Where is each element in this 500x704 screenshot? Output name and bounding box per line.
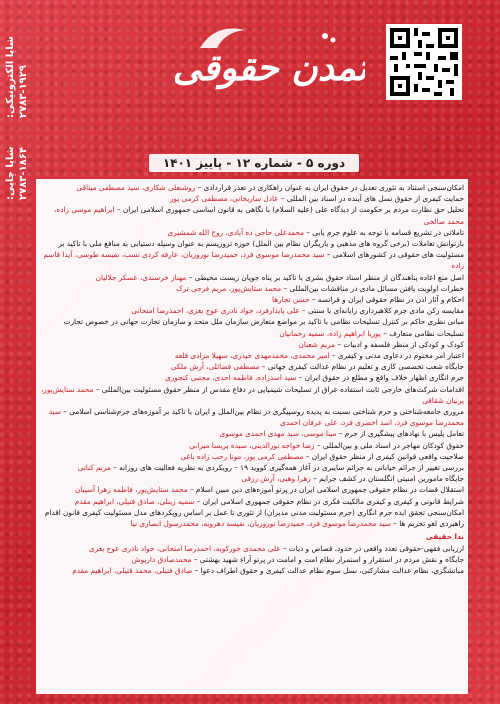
article-authors: مصطفی فضائلی، آرش ملکی (170, 362, 260, 372)
article-title[interactable]: تحلیل حق نظارت مردم بر حکومت از دیدگاه علی (علیه السلام) با نگاهی به قانون اساسی جمهوری اسلامی ایران – (114, 205, 464, 215)
article-authors: محمدصادق داریوش (131, 554, 192, 564)
article-title[interactable]: اصل منع اعاده پناهندگان از منظر اسناد حقوق بشری با تاکید بر پناه جویان زیست محیطی – (186, 272, 464, 282)
article-title[interactable]: شرایط قانونی و کیفری و کیفری مالکیت فکری در نظام حقوقی جمهوری اسلامی ایران – (194, 496, 464, 506)
article-authors: علی پایدارفرد، جواد نادری عوج بغزی، احمدرضا امتحانی (131, 306, 300, 316)
article-entry[interactable] (40, 272, 464, 283)
article-list-2 (40, 543, 464, 577)
qr-code (386, 24, 462, 100)
article-authors: روشنعلی شکاری، سید مصطفی میثاقی (76, 183, 196, 192)
article-authors: حسن تجارها (272, 295, 310, 305)
article-authors: سید محمدرضا موسوی فرد، حمیدرضا نوروزیان، عارفه کردی نسب، نفیسه طوسی، آیدا قاسم زاده (43, 250, 464, 271)
issn-online: شاپا الکترونیکی: ۱۹۲۹-۲۷۸۳ (5, 36, 29, 119)
article-entry[interactable] (40, 507, 464, 529)
article-entry[interactable] (40, 204, 464, 226)
article-authors: رضا خواجه نورالدینی، سیده پریسا میرابی (189, 440, 315, 450)
article-title[interactable]: کودک و کودکی از منظر فلسفه و ادبیات – (335, 339, 464, 349)
article-title[interactable]: حمایت کیفری از حقوق نسل های آینده در اسناد بین المللی – (278, 194, 464, 204)
article-authors: ابراهیم موسی زاده، محمد صالحی (54, 205, 464, 226)
article-entry[interactable] (40, 361, 464, 372)
article-title[interactable]: تعامل پلیس با نهادهای پیشگیری از جرم – (336, 429, 464, 439)
article-entry[interactable] (40, 440, 464, 451)
article-title[interactable]: امکان‌سنجی استناد به تئوری تعدیل در حقوق ایران به عنوان راهکاری در تعذر قراردادی – (195, 183, 464, 192)
article-authors: پوریا ابراهیم زاده، سمیه رحمانیان (279, 328, 381, 338)
article-entry[interactable] (40, 305, 464, 316)
article-authors: سید محمدرضا موسوی فرد، اسد اخضری فرد، علی عرفان احمدی (48, 407, 464, 428)
article-title[interactable]: حقوق کودکان مهاجر در اسناد ملی و بین‌المللی – (314, 440, 464, 450)
article-entry[interactable] (40, 554, 464, 565)
article-authors: مصطفی کرمی پور، مونا رحب زاده باغی (180, 451, 304, 461)
article-entry[interactable] (40, 372, 464, 383)
issn-sidebar (0, 20, 34, 200)
article-entry[interactable] (40, 350, 464, 361)
article-title[interactable]: تاملاتی در تشریع قسامه با توجه به علوم جرم یابی – (304, 227, 464, 237)
article-title[interactable]: جایگاه مامورین امنیتی انگلستان در کشف جرایم – (310, 474, 464, 484)
journal-logo-text: تمدن حقوقی (175, 48, 365, 89)
article-title[interactable]: ارزیابی فقهی-حقوقی تعدد واقعی در حدود، قصاص و دیات – (280, 543, 464, 553)
article-entry[interactable] (40, 227, 464, 238)
article-authors: محمد ستایش‌پور، مریم فرجی ترک (176, 283, 282, 293)
article-authors: مینا موسی، سید مهدی احمدی موسوی (219, 429, 337, 439)
article-title[interactable]: صلاحیت واقعی قوانین کیفری از منظر حقوق ایران – (303, 451, 464, 461)
article-authors: زهرا وهبی، آرش رزقی (241, 474, 311, 484)
article-title[interactable]: جرم انگاری اظهار خلاف واقع و مطلع در حقوق ایران – (296, 373, 464, 383)
article-entry[interactable] (40, 238, 464, 272)
article-entry[interactable] (40, 565, 464, 576)
article-authors: علی محمدی جورکویه، احمدرضا امتحانی، جواد نادری عوج بغزی (89, 543, 281, 553)
article-entry[interactable] (40, 473, 464, 484)
article-list (40, 182, 464, 529)
article-entry[interactable] (40, 428, 464, 439)
article-title[interactable]: مروری جامعه‌شناختی و جرم شناختی نسبت به پدیده روسپیگری در نظام بین‌الملل و ایران با تاکید بر آموزه‌های جرم‌شناسی اسلامی – (60, 407, 464, 417)
article-title[interactable]: امکان‌سنجی تحقق ایده جرم انگاری (جرم مسئولیت مدنی مدیران) از تئوری تا عمل بر اساس رویکردهای مدل مسئولیت کیفری قانون اقدام راهبردی لغو تحریم ها – (44, 507, 464, 529)
article-authors: محمد ستایش‌پور، پرنیان شقاقی (40, 384, 464, 405)
table-of-contents (36, 179, 468, 694)
article-authors: سمیه زینلی، صادق فتیلی، ابراهیم مقدم (74, 496, 195, 506)
article-authors: سید محمدرضا موسوی فرد، حمیدرضا نوروزیان، نفیسه دهرویه، محمدرسول انصاری نیا (130, 519, 391, 529)
article-title[interactable]: مقایسه رکن مادی جرم کلاهبرداری رایانه‌ای با سنتی – (299, 306, 464, 316)
article-entry[interactable] (40, 182, 464, 193)
article-authors: عادل ساریخانی، مصطفی کرمی پور (170, 194, 279, 204)
article-title[interactable]: مبانی نظری حاکم بر کنترل تسلیحات نظامی با تاکید بر مواضع متعارض سازمان ملل متحد و سازمان تجارت جهانی در خصوص تجارت تسلیحات نظامی متعارف – (63, 317, 464, 338)
article-entry[interactable] (40, 543, 464, 554)
article-title[interactable]: جایگاه و نقش مردم در استقرار و استمرار نظام امت و امامت در پرتو آراء شهید بهشتی – (191, 554, 464, 564)
article-title[interactable]: اقدامات شرکت‌های خارجی ثابت استفاده عراق از تسلیحات شیمیایی در دفاع مقدس از منظر حقوق مسئولیت بین‌المللی – (93, 384, 464, 394)
section-heading: ندا حقیقی (425, 532, 464, 542)
article-entry[interactable] (40, 384, 464, 406)
issn-print: شاپا چاپی: ۱۸۶۴-۲۷۸۳ (5, 146, 29, 200)
article-authors: مریم کنانی (77, 463, 111, 473)
article-title[interactable]: اعتبار امر مختوم در دعاوی مدنی و کیفری – (329, 351, 464, 361)
article-entry[interactable] (40, 406, 464, 428)
article-entry[interactable] (40, 283, 464, 294)
article-authors: صادق فتیلی، محمد فتیلی، ابراهیم مقدم (72, 565, 193, 575)
article-authors: سید اسدزاده، فاطمه احدی، مجتبی کنجوری (165, 373, 297, 383)
article-title[interactable]: بازتوانش تعاملات (برخی گروه های مذهبی و بازیگران نظام بین الملل) حوزه تروریسم به عنوان وسیله دستیابی به منافع ملی با تاکید بر مسئولیت های حقوقی در کشورهای اسلامی – (58, 239, 464, 260)
article-entry[interactable] (40, 451, 464, 462)
article-title[interactable]: مبانشگری، نظام عدالت مشارکتی، نسل سوم نظام عدالت کیفری و حقوق اطراف دعوا – (192, 565, 464, 575)
article-title[interactable]: استقلال قضات در نظام حقوقی جمهوری اسلامی ایران در پرتو آموزه‌های دین مبین اسلام – (187, 485, 464, 495)
article-authors: امیر محمدی، محمدمهدی حیدری، سهیلا مرادی قلعه (174, 351, 330, 361)
article-entry[interactable] (40, 316, 464, 338)
article-entry[interactable] (40, 339, 464, 350)
issue-label: دوره ۵ - شماره ۱۲ - پاییز ۱۴۰۱ (149, 154, 359, 172)
article-title[interactable]: خطرات اولویت یافتن مسائل مادی در مناقشات بین‌المللی – (281, 283, 464, 293)
article-entry[interactable] (40, 484, 464, 495)
article-entry[interactable] (40, 294, 464, 305)
journal-logo (175, 18, 365, 108)
article-authors: محمد ستایش‌پور، فاطمه زهرا آسیبان (74, 485, 188, 495)
issue-banner (36, 153, 472, 173)
article-title[interactable]: بررسی تغییر از جرائم خیابانی به جرائم سایبری در آغاز همه‌گیری کووید ۱۹ – رویکردی به نظریه فعالیت های روزانه – (110, 463, 464, 473)
article-entry[interactable] (40, 193, 464, 204)
article-authors: مریم شعبان (298, 339, 336, 349)
article-title[interactable]: احکام و آثار اذن در نظام حقوقی ایران و فرانسه – (309, 295, 464, 305)
article-authors: مهناز خرسندی، عسکر جلالیان (95, 272, 187, 282)
article-entry[interactable] (40, 496, 464, 507)
article-entry[interactable] (40, 462, 464, 473)
article-authors: محمدعلی حاجی ده آبادی، روح الله شمشیری (167, 227, 304, 237)
article-title[interactable]: جایگاه شعب تخصصی کاری و تعلیم در نظام عدالت کیفری جهانی – (259, 362, 464, 372)
